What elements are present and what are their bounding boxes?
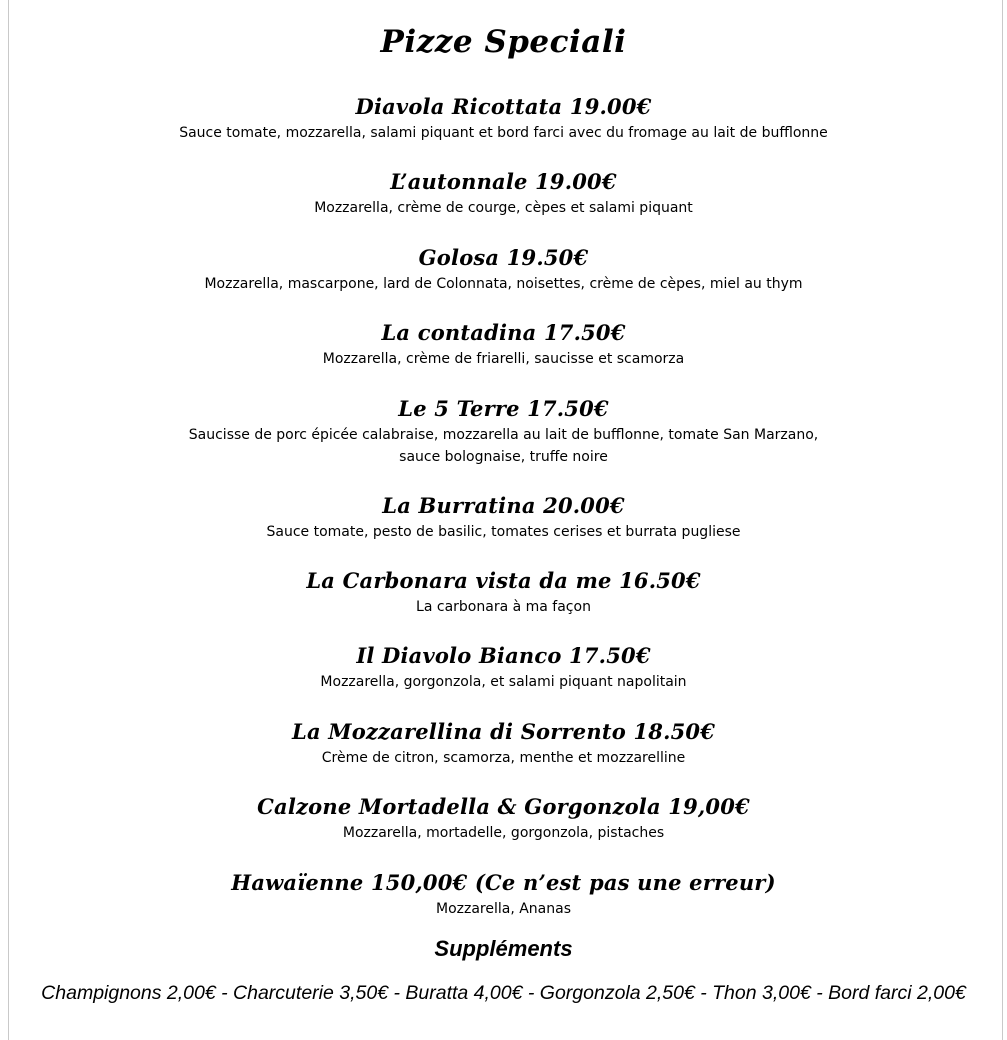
item-name: Golosa 19.50€ [418,244,589,270]
menu-item [0,92,1007,167]
menu-items [0,92,1007,943]
menu-item [0,491,1007,566]
item-description: Mozzarella, crème de friarelli, saucisse et scamorza [322,351,685,368]
item-description: Sauce tomate, mozzarella, salami piquant et bord farci avec du fromage au lait de bufflonne [179,125,828,141]
item-description: Mozzarella, crème de courge, cèpes et salami piquant [314,200,693,217]
menu-item [0,167,1007,242]
menu-item [0,641,1007,716]
menu-item [0,318,1007,393]
item-description: Sauce tomate, pesto de basilic, tomates cerises et burrata pugliese [266,523,741,540]
item-description: La carbonara à ma façon [416,598,591,615]
item-name: Calzone Mortadella & Gorgonzola 19,00€ [257,794,750,820]
supplements-list: Champignons 2,00€ - Charcuterie 3,50€ - Buratta 4,00€ - Gorgonzola 2,50€ - Thon 3,00€ - Bord farci 2,00€ [41,982,966,1004]
item-description: Mozzarella, mascarpone, lard de Colonnata, noisettes, crème de cèpes, miel au thym [204,275,803,292]
menu-item [0,243,1007,318]
item-name: Hawaïenne 150,00€ (Ce n’est pas une erreur) [231,869,776,895]
supplements-title: Suppléments [434,936,573,961]
item-description: Crème de citron, scamorza, menthe et mozzarelline [321,749,686,766]
menu-item [0,717,1007,792]
item-name: Il Diavolo Bianco 17.50€ [356,643,651,669]
menu-item [0,792,1007,867]
menu-item [0,868,1007,943]
item-name: L’autonnale 19.00€ [390,169,617,195]
item-name: La Burratina 20.00€ [382,492,625,518]
menu-title: Pizze Speciali [380,24,627,60]
menu-item [0,394,1007,491]
item-name: La Carbonara vista da me 16.50€ [306,567,701,593]
item-name: La Mozzarellina di Sorrento 18.50€ [291,718,716,744]
item-description-line2: sauce bolognaise, truffe noire [399,448,608,465]
item-description: Mozzarella, gorgonzola, et salami piquant napolitain [320,674,687,691]
menu-item [0,566,1007,641]
item-name: Le 5 Terre 17.50€ [398,395,609,421]
item-description: Saucisse de porc épicée calabraise, mozzarella au lait de bufflonne, tomate San Marzano, [188,426,819,443]
item-description: Mozzarella, Ananas [435,900,572,917]
item-description: Mozzarella, mortadelle, gorgonzola, pistaches [342,825,665,842]
item-name: La contadina 17.50€ [381,320,626,346]
item-name: Diavola Ricottata 19.00€ [355,94,652,119]
